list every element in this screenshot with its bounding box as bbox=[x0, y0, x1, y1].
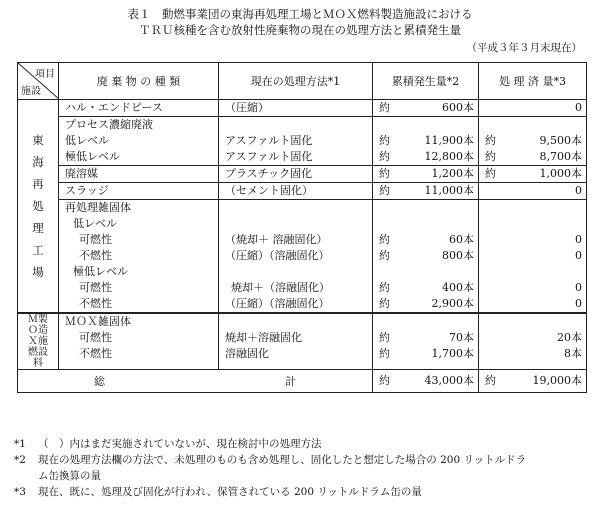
processed-line bbox=[479, 133, 586, 149]
generated-line bbox=[373, 133, 478, 149]
footnote-key bbox=[14, 468, 38, 484]
facility-tokai bbox=[18, 100, 59, 314]
footnote-text: 現在、既に、処理及び固化が行われ、保管されている 200 リットルドラム缶の量 bbox=[38, 486, 422, 498]
approx-label: 約 bbox=[485, 134, 496, 147]
total-processed-line bbox=[479, 373, 586, 389]
waste-type-cell bbox=[59, 100, 219, 117]
method-line: （焼却＋ 溶融固化） bbox=[225, 233, 328, 246]
generated-value: 60本 bbox=[449, 233, 474, 246]
approx-label: 約 bbox=[379, 374, 390, 387]
footnote bbox=[14, 452, 526, 468]
footnote-key: *2 bbox=[14, 454, 26, 466]
facility-char: 再 bbox=[32, 177, 44, 191]
method-line: 焼却＋（溶融固化） bbox=[231, 281, 330, 294]
processed-line bbox=[479, 149, 586, 165]
facility-char: 東 bbox=[32, 133, 44, 147]
facility-char: 場 bbox=[32, 265, 44, 279]
method-cell bbox=[219, 313, 373, 370]
facility-mox bbox=[18, 313, 59, 370]
table-row bbox=[18, 166, 587, 183]
generated-line bbox=[373, 330, 478, 346]
generated-line bbox=[373, 280, 478, 296]
facility-char: Ｘ施 bbox=[28, 336, 48, 347]
processed-value: 0 bbox=[575, 184, 582, 197]
waste-type-line: 極低レベル bbox=[73, 265, 128, 278]
waste-type-line: 可燃性 bbox=[79, 331, 112, 344]
processed-line bbox=[479, 117, 586, 133]
approx-label: 約 bbox=[379, 101, 390, 114]
facility-char: 処 bbox=[32, 199, 44, 213]
approx-label: 約 bbox=[379, 331, 390, 344]
footnote bbox=[14, 468, 526, 484]
method-line: 溶融固化 bbox=[225, 347, 269, 360]
processed-line bbox=[479, 200, 586, 216]
generated-value: 11,900本 bbox=[424, 134, 474, 147]
facility-char: 工 bbox=[32, 243, 44, 257]
facility-char: 燃設 bbox=[28, 347, 48, 358]
method-line bbox=[219, 216, 372, 232]
footnote-text: 現在の処理方法欄の方法で、未処理のものも含め処理し、固化したと想定した場合の 200 リットルドラ bbox=[38, 454, 527, 466]
method-line bbox=[219, 200, 372, 216]
corner-facility-label: 施設 bbox=[21, 86, 41, 97]
approx-label: 約 bbox=[379, 167, 390, 180]
generated-cell bbox=[373, 183, 479, 200]
total-generated bbox=[373, 370, 479, 393]
generated-value: 1,200本 bbox=[431, 167, 474, 180]
waste-type-line: 可燃性 bbox=[79, 281, 112, 294]
generated-value: 1,700本 bbox=[431, 347, 474, 360]
waste-type-cell bbox=[59, 313, 219, 370]
table-caption-line1: 表１ 動燃事業団の東海再処理工場とＭＯＸ燃料製造施設における bbox=[127, 7, 473, 21]
processed-line bbox=[479, 232, 586, 248]
footnotes bbox=[14, 436, 526, 500]
processed-value: 8,700本 bbox=[539, 150, 582, 163]
method-cell bbox=[219, 117, 373, 166]
generated-line bbox=[373, 200, 478, 216]
total-label bbox=[18, 370, 373, 393]
processed-value: 0 bbox=[575, 101, 582, 114]
method-line: アスファルト固化 bbox=[225, 134, 313, 147]
waste-type-line: 低レベル bbox=[65, 134, 109, 147]
method-header: 現在の処理方法*1 bbox=[219, 63, 373, 100]
processed-cell bbox=[479, 166, 587, 183]
processed-cell bbox=[479, 183, 587, 200]
generated-cell bbox=[373, 200, 479, 314]
footnote-key: *1 bbox=[14, 438, 26, 450]
method-line: （セメント固化） bbox=[225, 184, 313, 197]
total-generated-line bbox=[373, 373, 478, 389]
waste-type-line: スラッジ bbox=[65, 184, 109, 197]
total-generated-value: 43,000本 bbox=[424, 374, 474, 387]
generated-line bbox=[373, 264, 478, 280]
generated-line bbox=[373, 232, 478, 248]
approx-label: 約 bbox=[379, 297, 390, 310]
generated-line bbox=[373, 248, 478, 264]
waste-type-line: 再処理雑固体 bbox=[65, 201, 131, 214]
waste-type-line: 不燃性 bbox=[79, 347, 112, 360]
processed-line bbox=[479, 314, 586, 330]
waste-type-cell bbox=[59, 183, 219, 200]
processed-line bbox=[479, 248, 586, 264]
waste-type-line: 低レベル bbox=[73, 217, 117, 230]
processed-value: 0 bbox=[575, 297, 582, 310]
generated-line bbox=[373, 117, 478, 133]
generated-value: 600本 bbox=[442, 101, 474, 114]
footnote-text: （ ）内はまだ実施されていないが、現在検討中の処理方法 bbox=[38, 438, 322, 450]
processed-line bbox=[479, 183, 586, 199]
waste-type-cell bbox=[59, 200, 219, 314]
waste-type-line: 不燃性 bbox=[79, 249, 112, 262]
processed-header: 処 理 済 量*3 bbox=[479, 63, 587, 100]
facility-char: Ｍ製 bbox=[28, 314, 48, 325]
method-cell bbox=[219, 100, 373, 117]
method-line: プラスチック固化 bbox=[225, 167, 313, 180]
processed-value: 8本 bbox=[564, 347, 582, 360]
waste-type-cell bbox=[59, 117, 219, 166]
generated-cell bbox=[373, 100, 479, 117]
generated-value: 400本 bbox=[442, 281, 474, 294]
table-row bbox=[18, 100, 587, 117]
waste-type-line: ハル・エンドピース bbox=[65, 101, 164, 114]
as-of-date: （平成３年３月末現在） bbox=[466, 42, 582, 54]
waste-type-line: 廃溶媒 bbox=[65, 167, 98, 180]
processed-value: 1,000本 bbox=[539, 167, 582, 180]
facility-char: 海 bbox=[32, 155, 44, 169]
method-cell bbox=[219, 183, 373, 200]
approx-label: 約 bbox=[485, 150, 496, 163]
total-label-char2: 計 bbox=[285, 375, 296, 388]
processed-line bbox=[479, 330, 586, 346]
processed-line bbox=[479, 166, 586, 182]
table-row bbox=[18, 117, 587, 166]
approx-label: 約 bbox=[379, 347, 390, 360]
processed-line bbox=[479, 264, 586, 280]
generated-cell bbox=[373, 313, 479, 370]
waste-type-line: 極低レベル bbox=[65, 150, 120, 163]
processed-value: 20本 bbox=[557, 331, 582, 344]
generated-cell bbox=[373, 117, 479, 166]
generated-cell bbox=[373, 166, 479, 183]
generated-line bbox=[373, 100, 478, 116]
generated-line bbox=[373, 183, 478, 199]
approx-label: 約 bbox=[485, 167, 496, 180]
facility-char: 料 bbox=[33, 358, 43, 369]
method-line bbox=[219, 314, 372, 330]
footnote-text: ム缶換算の量 bbox=[38, 470, 101, 482]
method-line: （圧縮）（溶融固化） bbox=[225, 249, 330, 262]
generated-value: 12,800本 bbox=[424, 150, 474, 163]
processed-value: 9,500本 bbox=[539, 134, 582, 147]
waste-type-header: 廃 棄 物 の 種 類 bbox=[59, 63, 219, 100]
processed-cell bbox=[479, 100, 587, 117]
processed-line bbox=[479, 216, 586, 232]
total-label-char1: 総 bbox=[94, 375, 105, 388]
table-row bbox=[18, 183, 587, 200]
processed-line bbox=[479, 100, 586, 116]
method-cell bbox=[219, 166, 373, 183]
approx-label: 約 bbox=[379, 184, 390, 197]
processed-value: 0 bbox=[575, 249, 582, 262]
table-row-mox bbox=[18, 313, 587, 370]
approx-label: 約 bbox=[485, 374, 496, 387]
waste-type-line: 不燃性 bbox=[79, 297, 112, 310]
generated-line bbox=[373, 166, 478, 182]
method-line: アスファルト固化 bbox=[225, 150, 313, 163]
waste-table bbox=[17, 62, 587, 393]
waste-type-cell bbox=[59, 166, 219, 183]
method-cell bbox=[219, 200, 373, 314]
approx-label: 約 bbox=[379, 150, 390, 163]
waste-type-line: 可燃性 bbox=[79, 233, 112, 246]
table-caption-line2: ＴＲＵ核種を含む放射性廃棄物の現在の処理方法と累積発生量 bbox=[139, 23, 461, 37]
generated-header: 累積発生量*2 bbox=[373, 63, 479, 100]
generated-line bbox=[373, 216, 478, 232]
total-row bbox=[18, 370, 587, 393]
facility-char: Ｏ造 bbox=[28, 325, 48, 336]
processed-value: 0 bbox=[575, 281, 582, 294]
generated-value: 11,000本 bbox=[424, 184, 474, 197]
generated-value: 800本 bbox=[442, 249, 474, 262]
generated-line bbox=[373, 346, 478, 362]
processed-cell bbox=[479, 117, 587, 166]
processed-cell bbox=[479, 200, 587, 314]
processed-line bbox=[479, 346, 586, 362]
corner-header bbox=[18, 63, 59, 100]
total-processed-value: 19,000本 bbox=[532, 374, 582, 387]
generated-line bbox=[373, 296, 478, 312]
waste-type-line: プロセス濃縮廃液 bbox=[65, 118, 153, 131]
approx-label: 約 bbox=[379, 281, 390, 294]
approx-label: 約 bbox=[379, 134, 390, 147]
facility-char: 理 bbox=[32, 221, 44, 235]
generated-line bbox=[373, 149, 478, 165]
method-line: （圧縮）（溶融固化） bbox=[225, 297, 330, 310]
processed-line bbox=[479, 280, 586, 296]
footnote bbox=[14, 484, 526, 500]
method-line bbox=[219, 117, 372, 133]
method-line bbox=[219, 264, 372, 280]
table-row bbox=[18, 200, 587, 314]
generated-value: 2,900本 bbox=[431, 297, 474, 310]
footnote bbox=[14, 436, 526, 452]
generated-value: 70本 bbox=[449, 331, 474, 344]
method-line: （圧縮） bbox=[225, 101, 269, 114]
corner-item-label: 項目 bbox=[35, 69, 55, 80]
approx-label: 約 bbox=[379, 249, 390, 262]
waste-type-line: ＭＯＸ雑固体 bbox=[65, 315, 131, 328]
approx-label: 約 bbox=[379, 233, 390, 246]
generated-line bbox=[373, 314, 478, 330]
processed-line bbox=[479, 296, 586, 312]
total-processed bbox=[479, 370, 587, 393]
processed-cell bbox=[479, 313, 587, 370]
processed-value: 0 bbox=[575, 233, 582, 246]
footnote-key: *3 bbox=[14, 486, 26, 498]
method-line: 焼却＋溶融固化 bbox=[225, 331, 302, 344]
